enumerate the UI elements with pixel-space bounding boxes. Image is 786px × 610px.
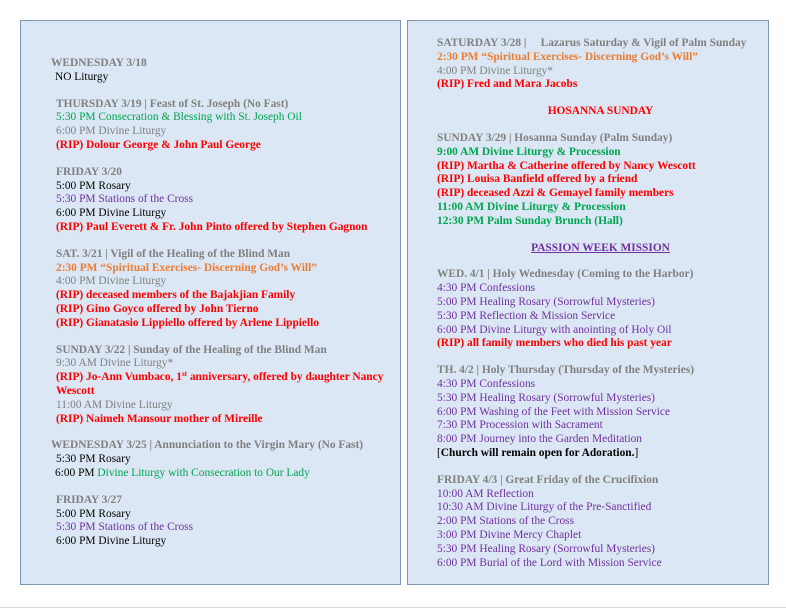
rip-intention: (RIP) Louisa Banfield offered by a friend (437, 173, 638, 186)
event-line: 10:00 AM Reflection (437, 487, 534, 500)
event-header: TH. 4/2 | Holy Thursday (Thursday of the Mysteries) (437, 364, 695, 377)
event-line: 11:00 AM Divine Liturgy (56, 398, 173, 411)
event-line: 5:30 PM Consecration & Blessing with St. Joseph Oil (56, 111, 302, 124)
event-line: 4:30 PM Confessions (437, 282, 536, 295)
event-line: 12:30 PM Palm Sunday Brunch (Hall) (437, 214, 623, 227)
event-line: 6:00 PM Divine Liturgy with anointing of Holy Oil (437, 323, 672, 336)
rip-text: anniversary, offered by daughter Nancy Wescott (56, 371, 384, 397)
event-line: 4:00 PM Divine Liturgy (56, 275, 167, 288)
event-fri-3-20 (51, 166, 394, 235)
event-header: SUNDAY 3/22 | Sunday of the Healing of the Blind Man (56, 343, 327, 356)
rip-intention: (RIP) Fred and Mara Jacobs (437, 78, 578, 91)
event-line: 5:00 PM Rosary (56, 179, 131, 192)
event-header: FRIDAY 3/20 (56, 165, 122, 178)
hosanna-sunday-heading: HOSANNA SUNDAY (547, 105, 654, 118)
event-thu-4-2 (437, 364, 764, 461)
event-title: Divine Liturgy with Consecration to Our Lady (97, 466, 310, 479)
event-line: 5:30 PM Healing Rosary (Sorrowful Mysteries) (437, 391, 655, 404)
event-header: WEDNESDAY 3/25 | Annunciation to the Virgin Mary (No Fast) (51, 439, 364, 452)
event-header: SUNDAY 3/29 | Hosanna Sunday (Palm Sunday) (437, 131, 673, 144)
event-line: 6:00 PM Burial of the Lord with Mission Service (437, 556, 662, 569)
left-column-panel (20, 20, 401, 585)
event-line: 6:00 PM Washing of the Feet with Mission Service (437, 405, 671, 418)
right-column-content (437, 37, 764, 570)
event-line: 7:30 PM Procession with Sacrament (437, 419, 603, 432)
rip-intention: (RIP) Martha & Catherine offered by Nancy Wescott (437, 159, 696, 172)
event-line: 9:00 AM Divine Liturgy & Procession (437, 145, 621, 158)
event-line: 5:00 PM Rosary (56, 507, 131, 520)
bracket-close: ] (634, 446, 639, 459)
rip-intention: (RIP) deceased members of the Bajakjian Family (56, 289, 296, 302)
event-line: 9:30 AM Divine Liturgy* (56, 357, 174, 370)
event-line: 2:30 PM “Spiritual Exercises- Discerning God’s Will” (437, 50, 698, 63)
event-line: 5:30 PM Rosary (56, 453, 131, 466)
event-header: THURSDAY 3/19 | Feast of St. Joseph (No Fast) (56, 97, 289, 110)
event-line: 5:30 PM Healing Rosary (Sorrowful Mysteries) (437, 542, 655, 555)
event-line: 2:30 PM “Spiritual Exercises- Discerning God’s Will” (56, 261, 317, 274)
event-line: 8:00 PM Journey into the Garden Meditation (437, 433, 643, 446)
adoration-note (437, 447, 764, 461)
event-line: 11:00 AM Divine Liturgy & Procession (437, 200, 626, 213)
event-line: 5:30 PM Stations of the Cross (56, 193, 194, 206)
event-line: NO Liturgy (55, 70, 109, 83)
rip-intention: (RIP) deceased Azzi & Gemayel family members (437, 187, 674, 200)
right-column-panel (407, 20, 769, 585)
ordinal-suffix: st (181, 370, 188, 379)
event-header: FRIDAY 4/3 | Great Friday of the Crucifixion (437, 473, 659, 486)
event-line: 5:30 PM Stations of the Cross (56, 521, 194, 534)
rip-intention: (RIP) all family members who died his past year (437, 337, 672, 350)
event-sat-3-28 (437, 37, 764, 92)
event-line: 5:30 PM Reflection & Mission Service (437, 309, 616, 322)
rip-intention: (RIP) Gianatasio Lippiello offered by Arlene Lippiello (56, 316, 320, 329)
event-header: WEDNESDAY 3/18 (51, 57, 147, 69)
event-line: 2:00 PM Stations of the Cross (437, 515, 575, 528)
event-line: 4:30 PM Confessions (437, 377, 536, 390)
event-line: 6:00 PM Divine Liturgy (56, 535, 167, 548)
event-wed-3-18 (51, 57, 394, 85)
left-column-content (51, 57, 394, 549)
rip-intention: (RIP) Dolour George & John Paul George (56, 138, 261, 151)
rip-intention: (RIP) Naimeh Mansour mother of Mireille (56, 412, 263, 425)
bracket-open: [ (437, 446, 441, 459)
event-sat-3-21 (51, 248, 394, 331)
event-line (51, 467, 394, 481)
event-line: 4:00 PM Divine Liturgy* (437, 64, 553, 77)
event-sun-3-22 (51, 344, 394, 427)
event-line: 6:00 PM Divine Liturgy (56, 125, 167, 138)
event-thu-3-19 (51, 98, 394, 153)
event-line: 6:00 PM Divine Liturgy (56, 207, 167, 220)
event-header: WED. 4/1 | Holy Wednesday (Coming to the Harbor) (437, 268, 694, 281)
rip-text: (RIP) Jo-Ann Vumbaco, 1 (56, 371, 182, 384)
rip-intention: (RIP) Gino Goyco offered by John Tierno (56, 302, 259, 315)
rip-intention (56, 371, 394, 399)
event-wed-3-25 (51, 439, 394, 480)
event-fri-4-3 (437, 474, 764, 571)
event-line: 3:00 PM Divine Mercy Chaplet (437, 528, 582, 541)
event-fri-3-27 (51, 494, 394, 549)
adoration-text: Church will remain open for Adoration. (440, 446, 635, 459)
event-wed-4-1 (437, 268, 764, 351)
event-header: SAT. 3/21 | Vigil of the Healing of the Blind Man (56, 247, 291, 260)
passion-week-mission-heading: PASSION WEEK MISSION (531, 241, 670, 254)
page-divider (0, 607, 786, 608)
event-time: 6:00 PM (55, 466, 98, 479)
event-line: 5:00 PM Healing Rosary (Sorrowful Mysteries) (437, 295, 655, 308)
event-line: 10:30 AM Divine Liturgy of the Pre-Sanctified (437, 501, 652, 514)
event-header: SATURDAY 3/28 | Lazarus Saturday & Vigil of Palm Sunday (437, 37, 747, 49)
rip-intention: (RIP) Paul Everett & Fr. John Pinto offered by Stephen Gagnon (56, 220, 368, 233)
event-header: FRIDAY 3/27 (56, 493, 122, 506)
event-sun-3-29 (437, 132, 764, 229)
